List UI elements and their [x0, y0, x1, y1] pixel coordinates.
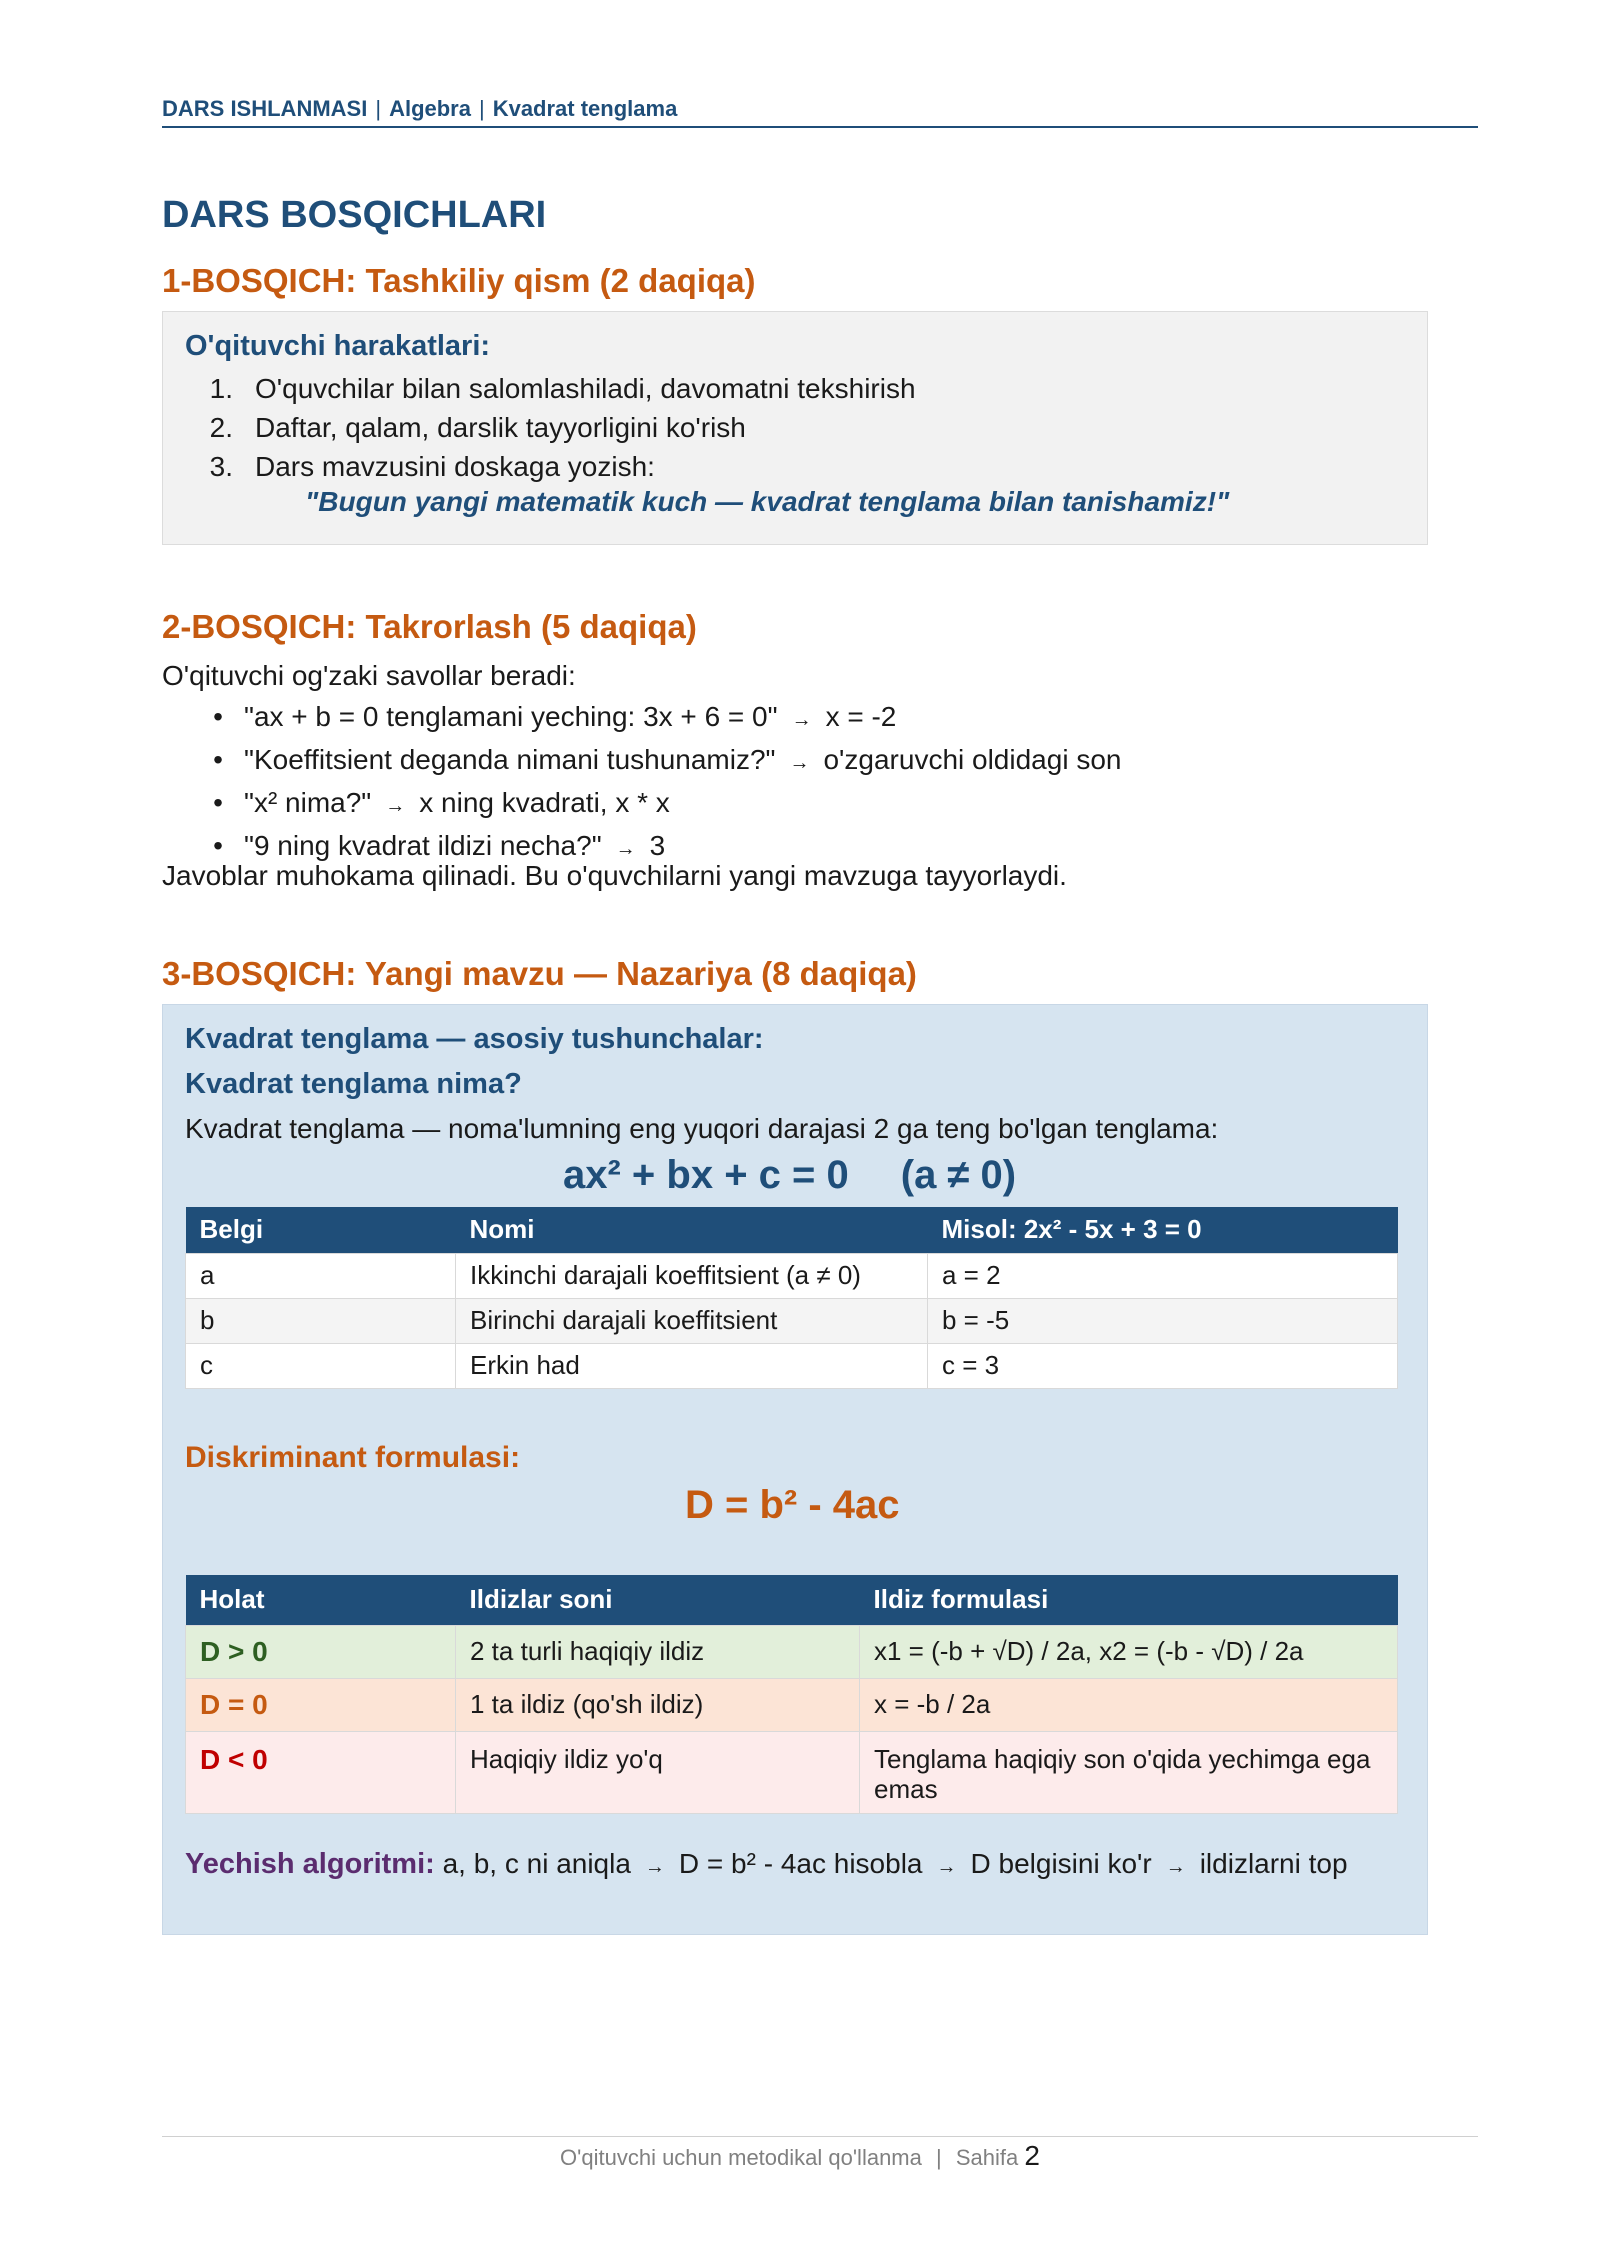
header-doc-type: DARS ISHLANMASI	[162, 96, 368, 121]
answer-text: 3	[649, 830, 666, 861]
question-text: "Koeffitsient deganda nimani tushunamiz?"	[244, 744, 776, 775]
stage1-action-list	[185, 369, 1405, 486]
table-cell: x = -b / 2a	[860, 1678, 1398, 1731]
stage2-outro: Javoblar muhokama qilinadi. Bu o'quvchilarni yangi mavzuga tayyorlaydi.	[162, 860, 1067, 891]
answer-text: x ning kvadrati, x * x	[419, 787, 670, 818]
table-cell: a	[186, 1253, 456, 1298]
status-cell: D < 0	[186, 1731, 456, 1813]
bullet-icon: •	[213, 701, 223, 732]
table-cell: c	[186, 1343, 456, 1388]
table-cell: 2 ta turli haqiqiy ildiz	[456, 1625, 860, 1678]
stage1-teacher-box	[162, 311, 1428, 545]
table-cell: Erkin had	[456, 1343, 928, 1388]
list-item	[185, 369, 1405, 408]
discriminant-heading: Diskriminant formulasi:	[185, 1441, 521, 1474]
table-cell: x1 = (-b + √D) / 2a, x2 = (-b - √D) / 2a	[860, 1625, 1398, 1678]
status-cell: D = 0	[186, 1678, 456, 1731]
table-cell: c = 3	[928, 1343, 1398, 1388]
status-cell: D > 0	[186, 1625, 456, 1678]
question-text: "9 ning kvadrat ildizi necha?"	[244, 830, 602, 861]
table-row	[186, 1343, 1398, 1388]
list-item	[185, 447, 1405, 486]
stage2-title: 2-BOSQICH: Takrorlash (5 daqiqa)	[162, 608, 697, 645]
formula-condition: (a ≠ 0)	[900, 1153, 1017, 1197]
arrow-right-icon: →	[936, 1856, 957, 1878]
stage3-theory-box	[162, 1004, 1428, 1935]
algorithm-step: D belgisini ko'r	[970, 1848, 1152, 1879]
footer-text: O'qituvchi uchun metodikal qo'llanma	[560, 2145, 922, 2170]
table-row	[186, 1678, 1398, 1731]
coefficients-table	[185, 1207, 1398, 1389]
list-number: 3.	[209, 451, 233, 482]
bullet-icon: •	[213, 787, 223, 818]
stage3-title: 3-BOSQICH: Yangi mavzu — Nazariya (8 daqiqa)	[162, 955, 917, 992]
column-header: Misol: 2x² - 5x + 3 = 0	[928, 1207, 1398, 1253]
table-header-row	[186, 1575, 1398, 1625]
header-subject: Algebra	[389, 96, 471, 121]
algorithm-label: Yechish algoritmi:	[185, 1848, 435, 1880]
discriminant-formula: D = b² - 4ac	[685, 1483, 900, 1527]
footer-separator: |	[936, 2145, 942, 2170]
list-item	[162, 697, 1121, 740]
page-footer	[0, 2140, 1600, 2172]
table-row	[186, 1253, 1398, 1298]
stage3-sub-heading: Kvadrat tenglama nima?	[185, 1068, 522, 1100]
table-cell: Birinchi darajali koeffitsient	[456, 1298, 928, 1343]
answer-text: o'zgaruvchi oldidagi son	[823, 744, 1122, 775]
discriminant-cases-table	[185, 1575, 1398, 1814]
algorithm-step: D = b² - 4ac hisobla	[678, 1848, 923, 1879]
table-cell: 1 ta ildiz (qo'sh ildiz)	[456, 1678, 860, 1731]
list-item	[162, 783, 1121, 826]
stage1-quote: "Bugun yangi matematik kuch — kvadrat tenglama bilan tanishamiz!"	[305, 486, 1230, 517]
list-text: Daftar, qalam, darslik tayyorligini ko'rish	[255, 412, 746, 443]
header-separator: |	[478, 96, 485, 121]
list-text: O'quvchilar bilan salomlashiladi, davomatni tekshirish	[255, 373, 916, 404]
table-cell: Haqiqiy ildiz yo'q	[456, 1731, 860, 1813]
stage1-box-heading: O'qituvchi harakatlari:	[185, 330, 491, 362]
bullet-icon: •	[213, 830, 223, 861]
header-topic: Kvadrat tenglama	[492, 96, 678, 121]
table-cell: Tenglama haqiqiy son o'qida yechimga ega emas	[860, 1731, 1398, 1813]
page-title: DARS BOSQICHLARI	[162, 194, 547, 236]
arrow-right-icon: →	[615, 838, 636, 860]
header-separator: |	[375, 96, 382, 121]
algorithm-step: a, b, c ni aniqla	[442, 1848, 631, 1879]
stage1-title: 1-BOSQICH: Tashkiliy qism (2 daqiqa)	[162, 262, 756, 299]
table-row	[186, 1731, 1398, 1813]
footer-page-label: Sahifa	[955, 2145, 1019, 2170]
table-row	[186, 1625, 1398, 1678]
table-row	[186, 1298, 1398, 1343]
column-header: Ildizlar soni	[456, 1575, 860, 1625]
table-cell: b	[186, 1298, 456, 1343]
arrow-right-icon: →	[789, 752, 810, 774]
list-item	[162, 740, 1121, 783]
list-number: 2.	[209, 412, 233, 443]
stage3-definition: Kvadrat tenglama — noma'lumning eng yuqori darajasi 2 ga teng bo'lgan tenglama:	[185, 1113, 1219, 1144]
column-header: Holat	[186, 1575, 456, 1625]
arrow-right-icon: →	[791, 709, 812, 731]
table-cell: a = 2	[928, 1253, 1398, 1298]
footer-divider	[162, 2136, 1478, 2137]
stage2-question-list	[162, 697, 1121, 869]
stage2-intro: O'qituvchi og'zaki savollar beradi:	[162, 660, 576, 691]
arrow-right-icon: →	[1165, 1856, 1186, 1878]
list-text: Dars mavzusini doskaga yozish:	[255, 451, 655, 482]
table-header-row	[186, 1207, 1398, 1253]
column-header: Nomi	[456, 1207, 928, 1253]
column-header: Belgi	[186, 1207, 456, 1253]
question-text: "ax + b = 0 tenglamani yeching: 3x + 6 = 0"	[244, 701, 778, 732]
page-number: 2	[1024, 2140, 1040, 2171]
solving-algorithm	[185, 1847, 1385, 1884]
stage3-box-heading: Kvadrat tenglama — asosiy tushunchalar:	[185, 1023, 764, 1055]
algorithm-step: ildizlarni top	[1199, 1848, 1348, 1879]
bullet-icon: •	[213, 744, 223, 775]
formula-text: ax² + bx + c = 0	[563, 1153, 849, 1197]
question-text: "x² nima?"	[244, 787, 372, 818]
answer-text: x = -2	[825, 701, 897, 732]
list-item	[185, 408, 1405, 447]
table-cell: Ikkinchi darajali koeffitsient (a ≠ 0)	[456, 1253, 928, 1298]
table-cell: b = -5	[928, 1298, 1398, 1343]
arrow-right-icon: →	[644, 1856, 665, 1878]
column-header: Ildiz formulasi	[860, 1575, 1398, 1625]
list-number: 1.	[209, 373, 233, 404]
running-header	[162, 96, 1478, 128]
quadratic-formula	[563, 1153, 1016, 1198]
arrow-right-icon: →	[385, 795, 406, 817]
